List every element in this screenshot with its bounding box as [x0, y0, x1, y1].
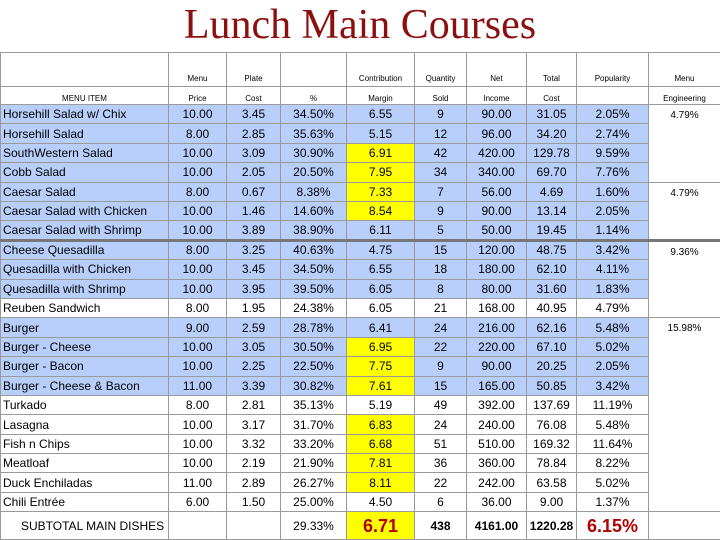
popularity-cell: 1.37%	[577, 492, 649, 511]
cost-percent-cell: 14.60%	[281, 202, 347, 221]
total-cost-cell: 50.85	[527, 376, 577, 395]
header-cell: Total	[527, 53, 577, 87]
cost-percent-cell: 24.38%	[281, 298, 347, 317]
popularity-cell: 2.05%	[577, 202, 649, 221]
total-cost-cell: 4.69	[527, 182, 577, 201]
popularity-cell: 2.05%	[577, 105, 649, 124]
plate-cost-cell: 3.25	[227, 240, 281, 259]
popularity-cell: 5.48%	[577, 318, 649, 337]
table-row	[1, 454, 720, 473]
table-row	[1, 395, 720, 414]
header-cell	[1, 53, 169, 87]
total-cost-cell: 31.60	[527, 279, 577, 298]
contribution-margin-cell: 8.11	[347, 473, 415, 492]
header-cell: Cost	[527, 86, 577, 104]
total-cost-cell: 62.16	[527, 318, 577, 337]
cost-percent-cell: 21.90%	[281, 454, 347, 473]
popularity-cell: 3.42%	[577, 240, 649, 259]
plate-cost-cell: 2.19	[227, 454, 281, 473]
cost-percent-cell: 25.00%	[281, 492, 347, 511]
quantity-sold-cell: 7	[415, 182, 467, 201]
contribution-margin-cell: 6.83	[347, 415, 415, 434]
menu-item-name: Chili Entrée	[1, 492, 169, 511]
popularity-cell: 3.42%	[577, 376, 649, 395]
plate-cost-cell: 0.67	[227, 182, 281, 201]
total-cost-cell: 69.70	[527, 163, 577, 182]
header-cell: Plate	[227, 53, 281, 87]
total-cost-cell: 137.69	[527, 395, 577, 414]
total-cost-cell: 62.10	[527, 260, 577, 279]
header-cell: Cost	[227, 86, 281, 104]
cost-percent-cell: 26.27%	[281, 473, 347, 492]
table-row	[1, 492, 720, 511]
plate-cost-cell: 2.81	[227, 395, 281, 414]
net-income-cell: 340.00	[467, 163, 527, 182]
popularity-cell: 1.14%	[577, 221, 649, 240]
price-cell: 10.00	[169, 221, 227, 240]
popularity-cell: 2.05%	[577, 357, 649, 376]
plate-cost-cell: 3.05	[227, 337, 281, 356]
header-cell: Margin	[347, 86, 415, 104]
total-cost-cell: 34.20	[527, 124, 577, 143]
price-cell: 10.00	[169, 143, 227, 162]
quantity-sold-cell: 12	[415, 124, 467, 143]
table-row	[1, 105, 720, 124]
quantity-sold-cell: 15	[415, 376, 467, 395]
contribution-margin-cell: 5.15	[347, 124, 415, 143]
price-cell: 8.00	[169, 182, 227, 201]
menu-item-name: Burger - Cheese	[1, 337, 169, 356]
net-income-cell: 80.00	[467, 279, 527, 298]
price-cell: 10.00	[169, 105, 227, 124]
header-cell: Engineering	[649, 86, 720, 104]
header-cell: Quantity	[415, 53, 467, 87]
menu-item-name: Caesar Salad	[1, 182, 169, 201]
table-row	[1, 260, 720, 279]
plate-cost-cell: 2.89	[227, 473, 281, 492]
total-cost-cell: 20.25	[527, 357, 577, 376]
plate-cost-cell: 1.95	[227, 298, 281, 317]
table-row	[1, 298, 720, 317]
net-income-cell: 392.00	[467, 395, 527, 414]
cost-percent-cell: 34.50%	[281, 105, 347, 124]
quantity-sold-cell: 22	[415, 337, 467, 356]
contribution-margin-cell: 4.75	[347, 240, 415, 259]
contribution-margin-cell: 6.68	[347, 434, 415, 453]
menu-item-name: Horsehill Salad w/ Chix	[1, 105, 169, 124]
menu-engineering-table	[0, 52, 720, 540]
subtotal-quantity-sold: 438	[415, 512, 467, 540]
menu-item-name: Burger - Bacon	[1, 357, 169, 376]
menu-item-name: Quesadilla with Shrimp	[1, 279, 169, 298]
total-cost-cell: 31.05	[527, 105, 577, 124]
net-income-cell: 90.00	[467, 202, 527, 221]
menu-item-name: Meatloaf	[1, 454, 169, 473]
price-cell: 10.00	[169, 357, 227, 376]
price-cell: 8.00	[169, 240, 227, 259]
menu-item-name: Duck Enchiladas	[1, 473, 169, 492]
cost-percent-cell: 39.50%	[281, 279, 347, 298]
table-row	[1, 163, 720, 182]
price-cell: 10.00	[169, 202, 227, 221]
net-income-cell: 36.00	[467, 492, 527, 511]
total-cost-cell: 78.84	[527, 454, 577, 473]
table-row	[1, 202, 720, 221]
price-cell: 8.00	[169, 298, 227, 317]
menu-item-name: Turkado	[1, 395, 169, 414]
contribution-margin-cell: 6.05	[347, 298, 415, 317]
quantity-sold-cell: 18	[415, 260, 467, 279]
header-cell: Net	[467, 53, 527, 87]
plate-cost-cell: 2.59	[227, 318, 281, 337]
header-row-bottom	[1, 86, 720, 104]
net-income-cell: 240.00	[467, 415, 527, 434]
quantity-sold-cell: 9	[415, 357, 467, 376]
contribution-margin-cell: 7.61	[347, 376, 415, 395]
menu-engineering-cell: 4.79%	[649, 105, 720, 183]
popularity-cell: 4.11%	[577, 260, 649, 279]
cost-percent-cell: 22.50%	[281, 357, 347, 376]
contribution-margin-cell: 4.50	[347, 492, 415, 511]
contribution-margin-cell: 8.54	[347, 202, 415, 221]
subtotal-total-cost: 1220.28	[527, 512, 577, 540]
table-row	[1, 337, 720, 356]
quantity-sold-cell: 9	[415, 105, 467, 124]
price-cell: 6.00	[169, 492, 227, 511]
popularity-cell: 4.79%	[577, 298, 649, 317]
header-cell	[577, 86, 649, 104]
header-cell: Menu	[649, 53, 720, 87]
menu-item-name: Lasagna	[1, 415, 169, 434]
plate-cost-cell: 3.45	[227, 260, 281, 279]
cost-percent-cell: 31.70%	[281, 415, 347, 434]
contribution-margin-cell: 6.91	[347, 143, 415, 162]
cost-percent-cell: 40.63%	[281, 240, 347, 259]
table-row	[1, 240, 720, 259]
total-cost-cell: 63.58	[527, 473, 577, 492]
subtotal-row	[1, 512, 720, 540]
net-income-cell: 420.00	[467, 143, 527, 162]
net-income-cell: 180.00	[467, 260, 527, 279]
popularity-cell: 7.76%	[577, 163, 649, 182]
quantity-sold-cell: 15	[415, 240, 467, 259]
cost-percent-cell: 38.90%	[281, 221, 347, 240]
header-cell: %	[281, 86, 347, 104]
menu-item-name: Burger - Cheese & Bacon	[1, 376, 169, 395]
cost-percent-cell: 34.50%	[281, 260, 347, 279]
cost-percent-cell: 30.50%	[281, 337, 347, 356]
price-cell: 10.00	[169, 279, 227, 298]
table-row	[1, 221, 720, 240]
menu-item-name: Horsehill Salad	[1, 124, 169, 143]
total-cost-cell: 169.32	[527, 434, 577, 453]
table-row	[1, 279, 720, 298]
menu-item-name: Caesar Salad with Chicken	[1, 202, 169, 221]
table-row	[1, 124, 720, 143]
net-income-cell: 168.00	[467, 298, 527, 317]
quantity-sold-cell: 49	[415, 395, 467, 414]
contribution-margin-cell: 6.11	[347, 221, 415, 240]
subtotal-popularity: 6.15%	[577, 512, 649, 540]
menu-item-name: Burger	[1, 318, 169, 337]
price-cell: 11.00	[169, 376, 227, 395]
cost-percent-cell: 30.90%	[281, 143, 347, 162]
quantity-sold-cell: 6	[415, 492, 467, 511]
menu-item-name: Caesar Salad with Shrimp	[1, 221, 169, 240]
plate-cost-cell: 2.05	[227, 163, 281, 182]
cost-percent-cell: 30.82%	[281, 376, 347, 395]
table-row	[1, 357, 720, 376]
plate-cost-cell: 1.50	[227, 492, 281, 511]
empty-cell	[649, 512, 720, 540]
total-cost-cell: 129.78	[527, 143, 577, 162]
plate-cost-cell: 3.39	[227, 376, 281, 395]
total-cost-cell: 13.14	[527, 202, 577, 221]
menu-engineering-cell: 9.36%	[649, 240, 720, 318]
popularity-cell: 5.48%	[577, 415, 649, 434]
popularity-cell: 9.59%	[577, 143, 649, 162]
total-cost-cell: 48.75	[527, 240, 577, 259]
contribution-margin-cell: 6.41	[347, 318, 415, 337]
header-cell: Price	[169, 86, 227, 104]
plate-cost-cell: 1.46	[227, 202, 281, 221]
table-row	[1, 376, 720, 395]
menu-engineering-cell: 4.79%	[649, 182, 720, 240]
header-cell: Income	[467, 86, 527, 104]
header-cell: Sold	[415, 86, 467, 104]
net-income-cell: 220.00	[467, 337, 527, 356]
menu-item-name: Reuben Sandwich	[1, 298, 169, 317]
table-row	[1, 434, 720, 453]
empty-cell	[227, 512, 281, 540]
table-row	[1, 415, 720, 434]
header-cell: Menu	[169, 53, 227, 87]
header-cell: Popularity	[577, 53, 649, 87]
quantity-sold-cell: 24	[415, 415, 467, 434]
menu-item-name: Fish n Chips	[1, 434, 169, 453]
menu-item-name: Cobb Salad	[1, 163, 169, 182]
header-row-top	[1, 53, 720, 87]
header-cell	[281, 53, 347, 87]
popularity-cell: 5.02%	[577, 337, 649, 356]
plate-cost-cell: 3.89	[227, 221, 281, 240]
plate-cost-cell: 2.25	[227, 357, 281, 376]
contribution-margin-cell: 6.95	[347, 337, 415, 356]
contribution-margin-cell: 6.55	[347, 260, 415, 279]
total-cost-cell: 40.95	[527, 298, 577, 317]
subtotal-cost-percent: 29.33%	[281, 512, 347, 540]
popularity-cell: 1.83%	[577, 279, 649, 298]
subtotal-label: SUBTOTAL MAIN DISHES	[1, 512, 169, 540]
table-row	[1, 473, 720, 492]
menu-item-name: Cheese Quesadilla	[1, 240, 169, 259]
price-cell: 10.00	[169, 434, 227, 453]
empty-cell	[169, 512, 227, 540]
contribution-margin-cell: 5.19	[347, 395, 415, 414]
total-cost-cell: 67.10	[527, 337, 577, 356]
popularity-cell: 11.19%	[577, 395, 649, 414]
quantity-sold-cell: 24	[415, 318, 467, 337]
quantity-sold-cell: 22	[415, 473, 467, 492]
quantity-sold-cell: 51	[415, 434, 467, 453]
total-cost-cell: 9.00	[527, 492, 577, 511]
cost-percent-cell: 35.63%	[281, 124, 347, 143]
subtotal-margin: 6.71	[347, 512, 415, 540]
plate-cost-cell: 2.85	[227, 124, 281, 143]
net-income-cell: 96.00	[467, 124, 527, 143]
price-cell: 10.00	[169, 454, 227, 473]
net-income-cell: 56.00	[467, 182, 527, 201]
quantity-sold-cell: 9	[415, 202, 467, 221]
quantity-sold-cell: 8	[415, 279, 467, 298]
subtotal-net-income: 4161.00	[467, 512, 527, 540]
cost-percent-cell: 20.50%	[281, 163, 347, 182]
price-cell: 8.00	[169, 124, 227, 143]
plate-cost-cell: 3.32	[227, 434, 281, 453]
net-income-cell: 90.00	[467, 105, 527, 124]
menu-item-name: SouthWestern Salad	[1, 143, 169, 162]
header-cell: MENU ITEM	[1, 86, 169, 104]
net-income-cell: 90.00	[467, 357, 527, 376]
price-cell: 10.00	[169, 260, 227, 279]
menu-item-name: Quesadilla with Chicken	[1, 260, 169, 279]
price-cell: 10.00	[169, 163, 227, 182]
quantity-sold-cell: 42	[415, 143, 467, 162]
net-income-cell: 510.00	[467, 434, 527, 453]
contribution-margin-cell: 7.75	[347, 357, 415, 376]
popularity-cell: 8.22%	[577, 454, 649, 473]
net-income-cell: 360.00	[467, 454, 527, 473]
price-cell: 9.00	[169, 318, 227, 337]
popularity-cell: 1.60%	[577, 182, 649, 201]
cost-percent-cell: 35.13%	[281, 395, 347, 414]
price-cell: 11.00	[169, 473, 227, 492]
net-income-cell: 242.00	[467, 473, 527, 492]
quantity-sold-cell: 34	[415, 163, 467, 182]
plate-cost-cell: 3.17	[227, 415, 281, 434]
cost-percent-cell: 28.78%	[281, 318, 347, 337]
total-cost-cell: 19.45	[527, 221, 577, 240]
price-cell: 8.00	[169, 395, 227, 414]
cost-percent-cell: 33.20%	[281, 434, 347, 453]
quantity-sold-cell: 21	[415, 298, 467, 317]
contribution-margin-cell: 6.55	[347, 105, 415, 124]
table-row	[1, 182, 720, 201]
contribution-margin-cell: 7.81	[347, 454, 415, 473]
total-cost-cell: 76.08	[527, 415, 577, 434]
quantity-sold-cell: 5	[415, 221, 467, 240]
table-row	[1, 318, 720, 337]
table-row	[1, 143, 720, 162]
popularity-cell: 11.64%	[577, 434, 649, 453]
popularity-cell: 2.74%	[577, 124, 649, 143]
price-cell: 10.00	[169, 337, 227, 356]
contribution-margin-cell: 6.05	[347, 279, 415, 298]
net-income-cell: 120.00	[467, 240, 527, 259]
header-cell: Contribution	[347, 53, 415, 87]
net-income-cell: 165.00	[467, 376, 527, 395]
plate-cost-cell: 3.95	[227, 279, 281, 298]
page-title: Lunch Main Courses	[183, 2, 537, 48]
popularity-cell: 5.02%	[577, 473, 649, 492]
net-income-cell: 216.00	[467, 318, 527, 337]
quantity-sold-cell: 36	[415, 454, 467, 473]
menu-engineering-cell: 15.98%	[649, 318, 720, 512]
contribution-margin-cell: 7.95	[347, 163, 415, 182]
net-income-cell: 50.00	[467, 221, 527, 240]
price-cell: 10.00	[169, 415, 227, 434]
cost-percent-cell: 8.38%	[281, 182, 347, 201]
plate-cost-cell: 3.45	[227, 105, 281, 124]
contribution-margin-cell: 7.33	[347, 182, 415, 201]
plate-cost-cell: 3.09	[227, 143, 281, 162]
